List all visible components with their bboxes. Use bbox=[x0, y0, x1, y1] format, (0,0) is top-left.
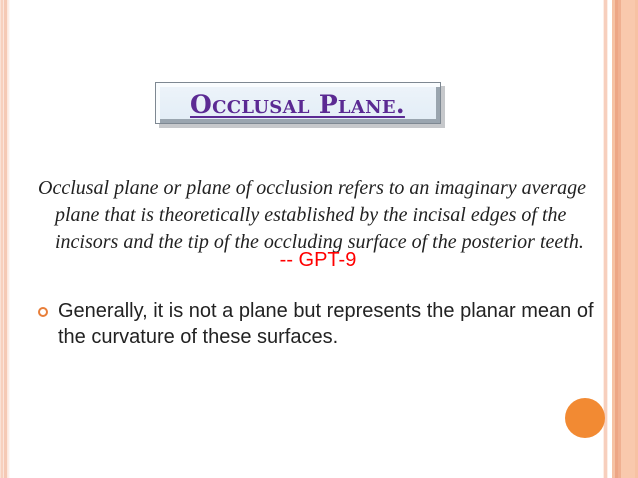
bullet-line-2: the curvature of these surfaces. bbox=[58, 326, 339, 348]
definition-line-2: plane that is theoretically established by the incisal edges of the bbox=[55, 204, 567, 226]
slide-title: Occlusal Plane. bbox=[190, 90, 405, 119]
definition-line-1: Occlusal plane or plane of occlusion refers to an imaginary average bbox=[38, 177, 587, 199]
right-border-stripe bbox=[600, 0, 638, 478]
bullet-item bbox=[38, 298, 608, 350]
definition-line-3: incisors and the tip of the occluding surface of the posterior teeth. bbox=[55, 231, 584, 253]
attribution-text: -- GPT-9 bbox=[279, 249, 357, 271]
bullet-line-1: Generally, it is not a plane but represents the planar mean of bbox=[58, 300, 594, 322]
bullet-text bbox=[58, 298, 594, 350]
left-border-stripe bbox=[0, 0, 10, 478]
definition-paragraph bbox=[38, 175, 598, 256]
bullet-circle-icon bbox=[38, 307, 48, 317]
decorative-orange-circle bbox=[565, 398, 605, 438]
title-box bbox=[155, 82, 441, 124]
